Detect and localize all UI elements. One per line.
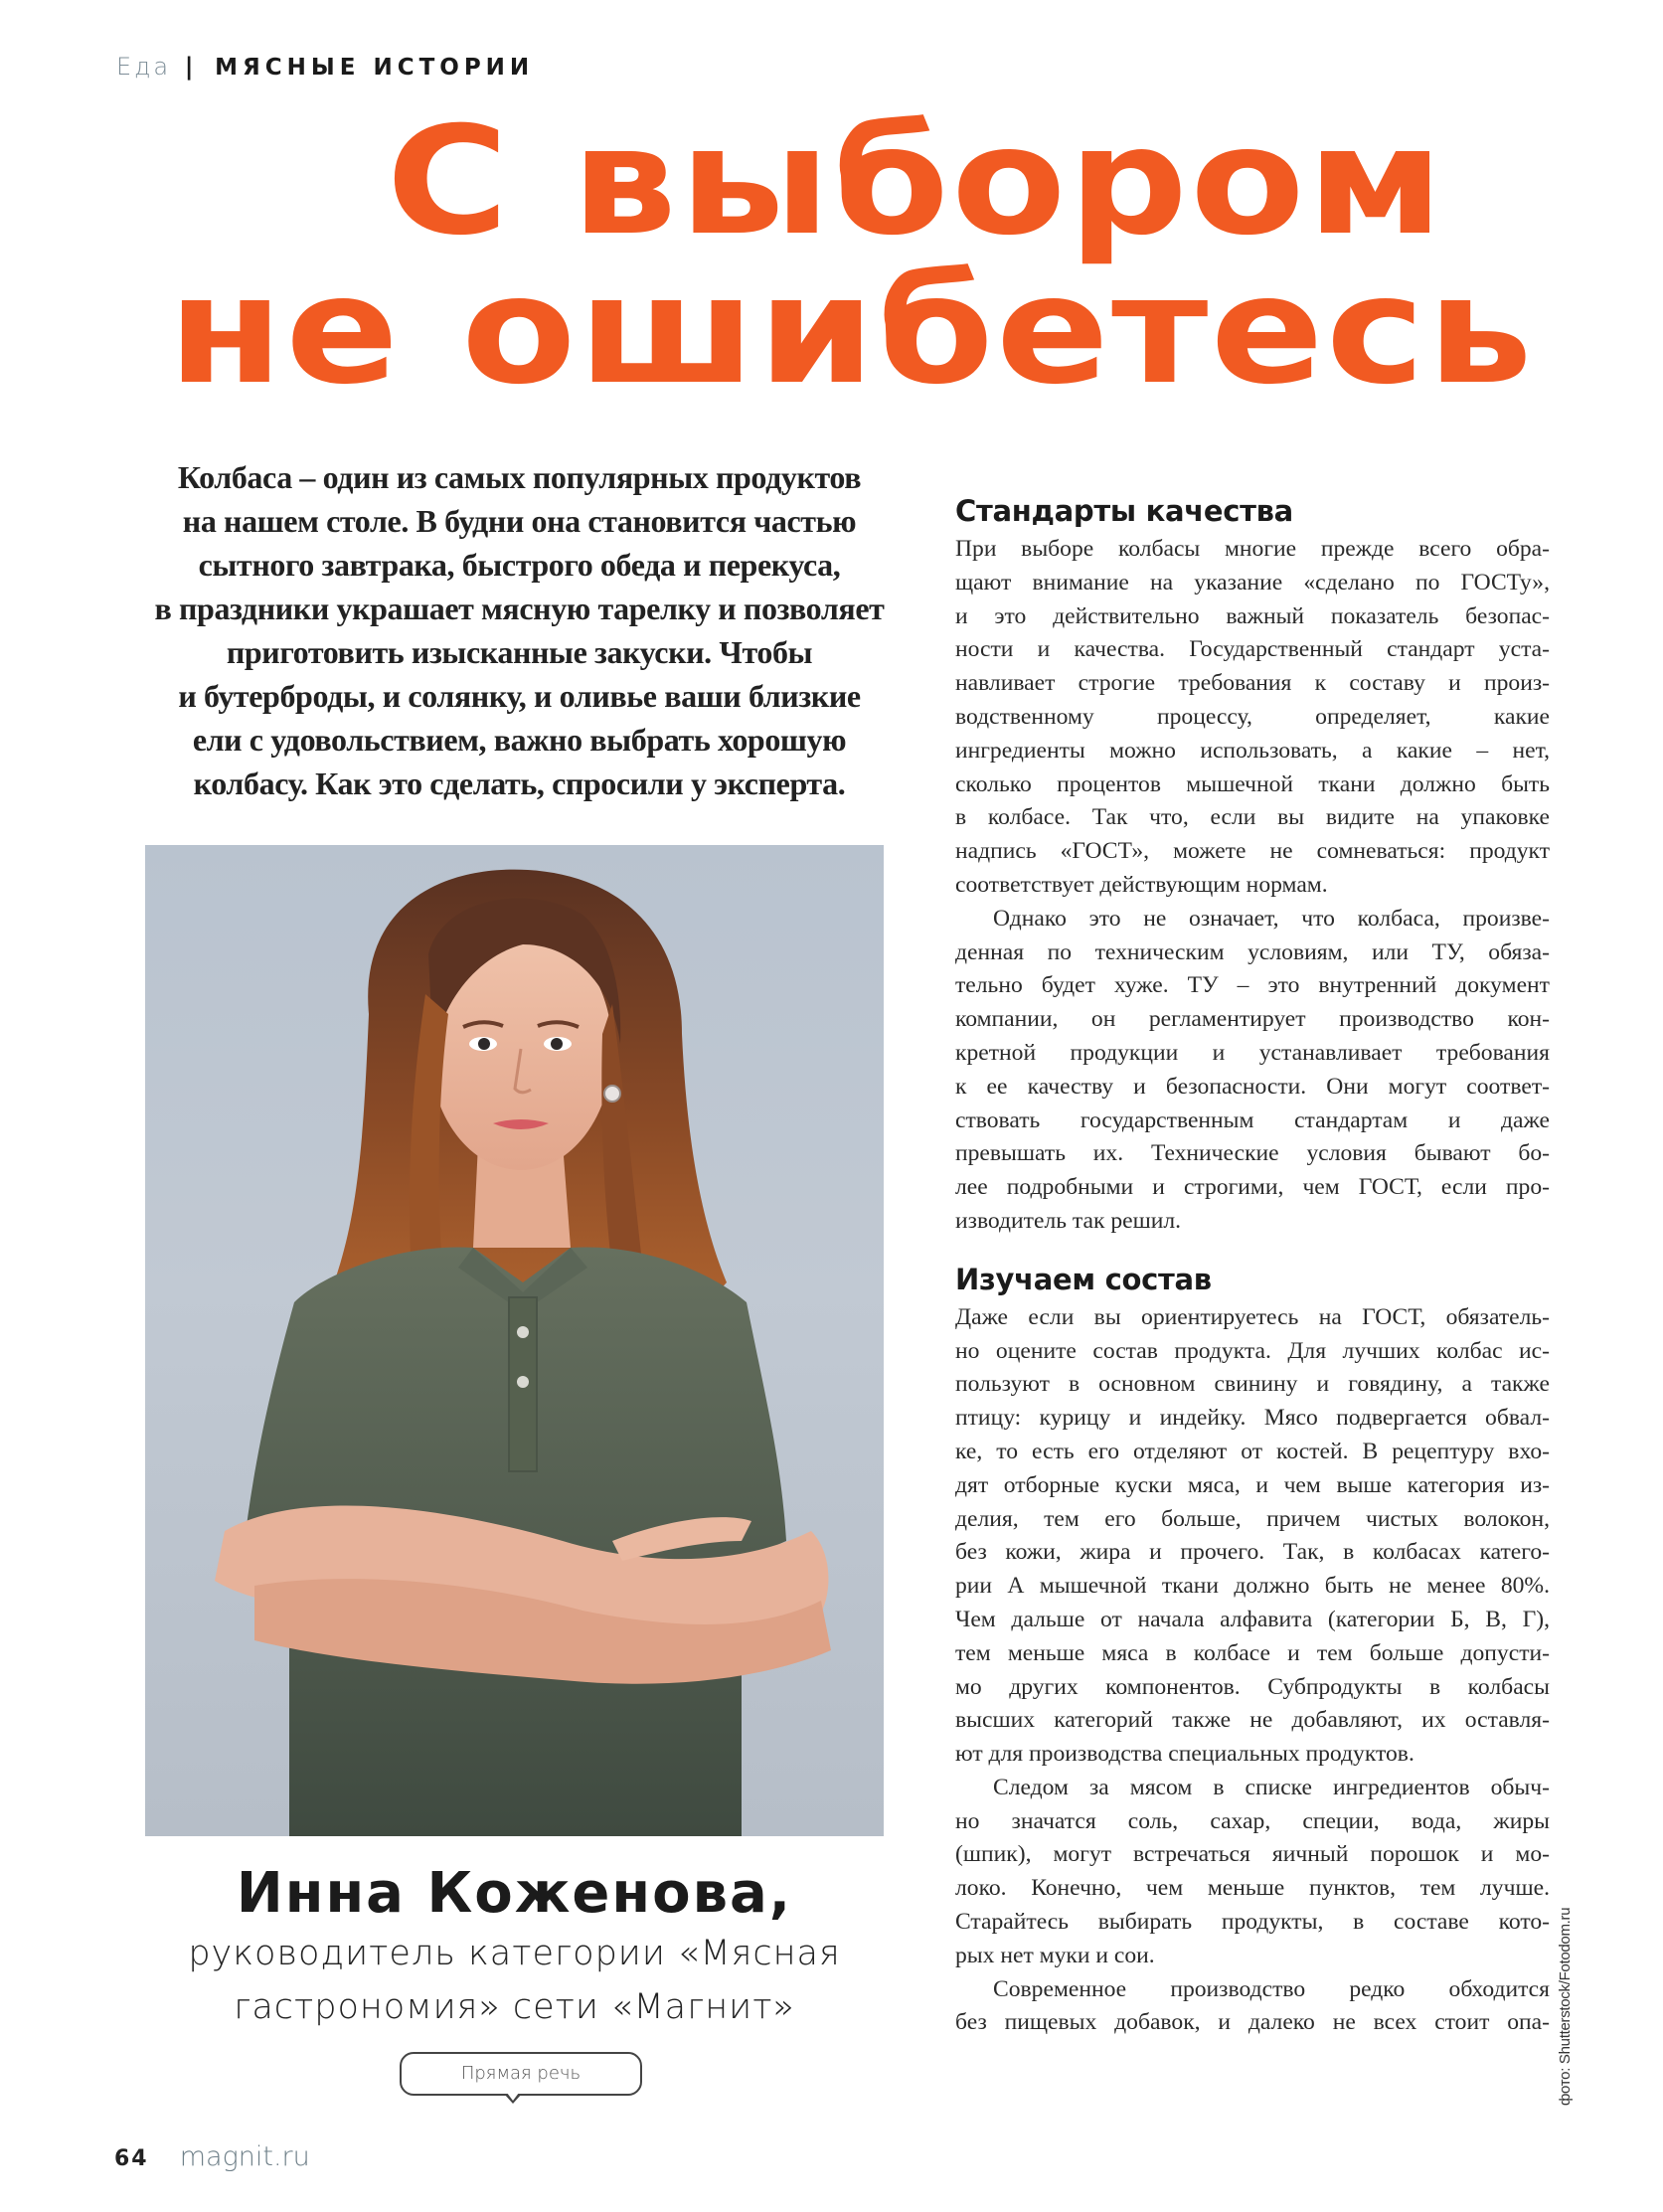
text-line: и это действительно важный показатель безопас-	[955, 602, 1550, 629]
lead-line: и бутерброды, и солянку, и оливье ваши близкие	[178, 678, 861, 714]
text-line: но оцените состав продукта. Для лучших колбас ис-	[955, 1337, 1550, 1364]
rubric-topic: МЯСНЫЕ ИСТОРИИ	[215, 55, 535, 81]
text-line: денная по техническим условиям, или ТУ, обяза-	[955, 938, 1550, 965]
paragraph	[955, 1772, 1550, 1973]
text-line: Современное производство редко обходится	[993, 1975, 1550, 2002]
text-line: делия, тем его больше, причем чистых волокон,	[955, 1505, 1550, 1532]
text-line: без кожи, жира и прочего. Так, в колбасах катего-	[955, 1539, 1550, 1566]
page-footer	[114, 2141, 310, 2172]
expert-name: Инна Коженова,	[236, 1861, 793, 1926]
text-line: ности и качества. Государственный стандарт уста-	[955, 636, 1550, 663]
lead-line: ели с удовольствием, важно выбрать хорошую	[192, 722, 847, 758]
lead-line: приготовить изысканные закуски. Чтобы	[226, 634, 813, 670]
page-number: 64	[114, 2146, 149, 2171]
text-line: соответствует действующим нормам.	[955, 871, 1328, 898]
text-line: (шпик), могут встречаться яичный порошок и мо-	[955, 1841, 1550, 1868]
portrait-illustration	[145, 845, 884, 1836]
text-line: рии А мышечной ткани должно быть не менее 80%.	[955, 1573, 1550, 1600]
paragraph	[955, 1301, 1550, 1772]
lead-line: колбасу. Как это сделать, спросили у эксперта.	[193, 766, 846, 801]
text-line: мо других компонентов. Субпродукты в колбасы	[955, 1673, 1550, 1700]
rubric-header	[116, 50, 534, 85]
text-line: щают внимание на указание «сделано по ГОСТу»,	[955, 569, 1550, 596]
text-line: локо. Конечно, чем меньше пунктов, тем лучше.	[955, 1875, 1550, 1902]
text-line: изводитель так решил.	[955, 1207, 1182, 1234]
lead-line: на нашем столе. В будни она становится частью	[182, 503, 857, 539]
text-line: но значатся соль, сахар, специи, вода, жиры	[955, 1807, 1550, 1834]
photo-credit: фото: Shutterstock/Fotodom.ru	[1557, 1907, 1574, 2106]
speech-bubble-tail-fill	[507, 2093, 519, 2101]
text-line: лее подробными и строгими, чем ГОСТ, если про-	[955, 1174, 1550, 1201]
paragraph	[955, 903, 1550, 1239]
expert-role-line: руководитель категории «Мясная	[188, 1934, 841, 1973]
title-line-2: не ошибетесь	[167, 245, 1536, 418]
text-line: сколько процентов мышечной ткани должно быть	[955, 770, 1550, 797]
text-line: надпись «ГОСТ», можете не сомневаться: продукт	[955, 838, 1550, 865]
text-line: компании, он регламентирует производство кон-	[955, 1006, 1550, 1033]
section-heading-quality-standards: Стандарты качества	[955, 494, 1293, 528]
text-line: без пищевых добавок, и далеко не всех стоит опа-	[955, 2009, 1550, 2036]
direct-speech-badge: Прямая речь	[400, 2052, 642, 2096]
text-line: рых нет муки и сои.	[955, 1942, 1155, 1968]
lead-line: в праздники украшает мясную тарелку и позволяет	[154, 591, 885, 626]
text-line: превышать их. Технические условия бывают бо-	[955, 1140, 1550, 1167]
site-link[interactable]: magnit.ru	[179, 2141, 310, 2172]
text-line: ке, то есть его отделяют от костей. В рецептуру вхо-	[955, 1438, 1550, 1464]
text-line: Даже если вы ориентируетесь на ГОСТ, обязатель-	[955, 1303, 1550, 1330]
expert-role	[145, 1927, 884, 2034]
text-line: Чем дальше от начала алфавита (категории Б, В, Г),	[955, 1606, 1550, 1632]
article-body	[955, 489, 1550, 2040]
text-line: ингредиенты можно использовать, а какие – нет,	[955, 737, 1550, 764]
text-line: кретной продукции и устанавливает требования	[955, 1039, 1550, 1066]
rubric-separator: |	[184, 53, 198, 81]
text-line: пользуют в основном свинину и говядину, а также	[955, 1371, 1550, 1398]
text-line: тельно будет хуже. ТУ – это внутренний документ	[955, 972, 1550, 999]
lead-line: Колбаса – один из самых популярных продуктов	[177, 459, 862, 495]
expert-photo	[145, 845, 884, 1836]
text-line: Однако это не означает, что колбаса, произве-	[993, 905, 1550, 932]
lead-paragraph	[114, 455, 924, 805]
text-line: навливает строгие требования к составу и произ-	[955, 670, 1550, 697]
paragraph	[955, 533, 1550, 903]
text-line: к ее качеству и безопасности. Они могут соответ-	[955, 1073, 1550, 1100]
text-line: высших категорий также не добавляют, их оставля-	[955, 1707, 1550, 1734]
text-line: Следом за мясом в списке ингредиентов обыч-	[993, 1774, 1550, 1800]
text-line: в колбасе. Так что, если вы видите на упаковке	[955, 804, 1550, 831]
text-line: ствовать государственным стандартам и даже	[955, 1106, 1550, 1133]
text-line: дят отборные куски мяса, и чем выше категория из-	[955, 1471, 1550, 1498]
paragraph	[955, 1973, 1550, 2041]
expert-role-line: гастрономия» сети «Магнит»	[234, 1987, 795, 2027]
text-line: ют для производства специальных продуктов.	[955, 1741, 1414, 1768]
section-heading-composition: Изучаем состав	[955, 1262, 1212, 1296]
title-line-1: С выбором	[386, 95, 1446, 268]
text-line: птицу: курицу и индейку. Мясо подвергается обвал-	[955, 1405, 1550, 1432]
text-line: тем меньше мяса в колбасе и тем больше допусти-	[955, 1639, 1550, 1666]
text-line: Старайтесь выбирать продукты, в составе кото-	[955, 1909, 1550, 1936]
article-title	[0, 95, 1663, 418]
lead-line: сытного завтрака, быстрого обеда и перекуса,	[198, 547, 841, 583]
rubric-section: Еда	[116, 53, 172, 81]
text-line: водственному процессу, определяет, какие	[955, 703, 1550, 730]
text-line: При выборе колбасы многие прежде всего обра-	[955, 536, 1550, 562]
